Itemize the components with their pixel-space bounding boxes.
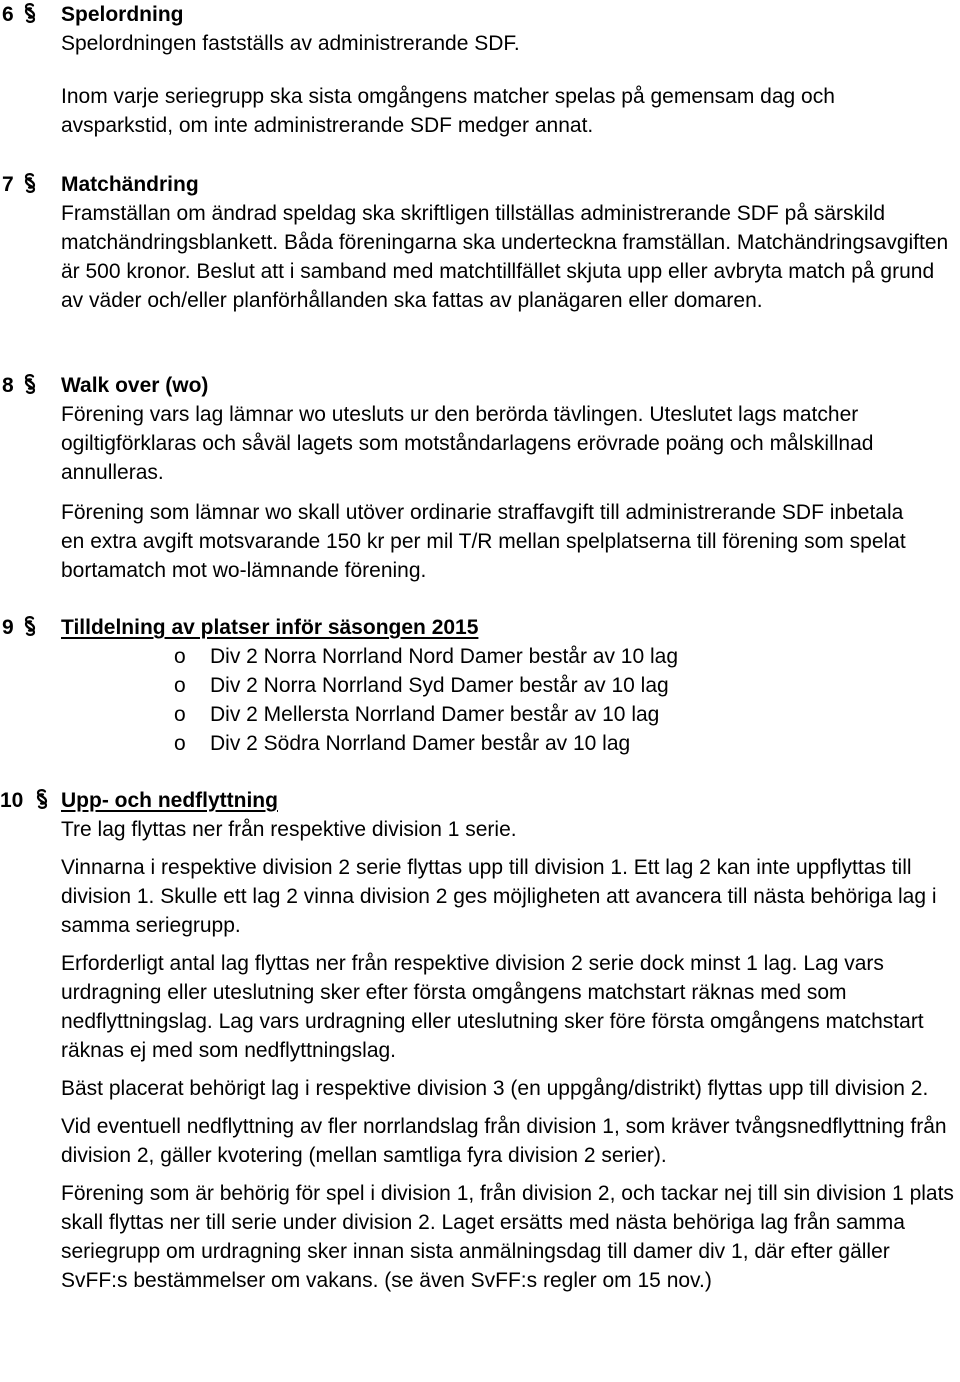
section-body <box>61 400 953 585</box>
section-body <box>61 29 956 140</box>
section-heading: Matchändring <box>61 173 199 196</box>
section-number: 7 <box>2 173 14 196</box>
list-item-text: Div 2 Mellersta Norrland Damer består av 10 lag <box>210 703 660 726</box>
section-body <box>61 815 956 1295</box>
list-item <box>174 642 678 671</box>
section-sign-icon <box>22 373 38 395</box>
section-sign-icon <box>22 172 38 194</box>
section-number: 6 <box>2 3 14 26</box>
section-sign-icon <box>34 788 50 810</box>
list-item <box>174 671 678 700</box>
bullet-marker: o <box>174 645 186 668</box>
section-heading: Tilldelning av platser inför säsongen 2015 <box>61 616 479 639</box>
bullet-marker: o <box>174 732 186 755</box>
section-body <box>61 199 953 315</box>
paragraph: Förening som lämnar wo skall utöver ordinarie straffavgift till administrerande SDF inbetala en extra avgift motsvarande 150 kr per mil T/R mellan spelplatserna till förening som spelat bortamatch mot wo-lämnande förening. <box>61 501 906 582</box>
list-item-text: Div 2 Södra Norrland Damer består av 10 lag <box>210 732 631 755</box>
paragraph: Förening vars lag lämnar wo utesluts ur den berörda tävlingen. Uteslutet lags matcher ogiltigförklaras och såväl lagets som motståndarlagens erövrade poäng och målskillnad annulleras. <box>61 403 874 484</box>
section-heading: Walk over (wo) <box>61 374 209 397</box>
paragraph: Vinnarna i respektive division 2 serie flyttas upp till division 1. Ett lag 2 kan inte uppflyttas till division 1. Skulle ett lag 2 vinna division 2 ges möjligheten att avancera till nästa behöriga lag i samma seriegrupp. <box>61 856 937 937</box>
paragraph: Tre lag flyttas ner från respektive division 1 serie. <box>61 818 517 841</box>
list-item <box>174 700 678 729</box>
section-sign-icon <box>22 615 38 637</box>
list-item-text: Div 2 Norra Norrland Nord Damer består av 10 lag <box>210 645 679 668</box>
paragraph: Framställan om ändrad speldag ska skriftligen tillställas administrerande SDF på särskild matchändringsblankett. Båda föreningarna ska underteckna framställan. Matchändringsavgiften är 500 kronor. Beslut att i samband med matchtillfället skjuta upp eller avbryta match på grund av väder och/eller planförhållanden ska fattas av planägaren eller domaren. <box>61 202 949 312</box>
bullet-marker: o <box>174 674 186 697</box>
section-number: 9 <box>2 616 14 639</box>
list-item-text: Div 2 Norra Norrland Syd Damer består av 10 lag <box>210 674 669 697</box>
section-heading: Upp- och nedflyttning <box>61 789 278 812</box>
section-heading: Spelordning <box>61 3 184 26</box>
section-number: 8 <box>2 374 14 397</box>
section-sign-icon <box>22 2 38 24</box>
paragraph: Vid eventuell nedflyttning av fler norrlandslag från division 1, som kräver tvångsnedflyttning från division 2, gäller kvotering (mellan samtliga fyra division 2 serier). <box>61 1115 947 1167</box>
list-item <box>174 729 678 758</box>
bullet-marker: o <box>174 703 186 726</box>
section-number: 10 <box>0 789 24 812</box>
bullet-list <box>174 642 678 758</box>
paragraph: Bäst placerat behörigt lag i respektive division 3 (en uppgång/distrikt) flyttas upp till division 2. <box>61 1077 929 1100</box>
paragraph: Förening som är behörig för spel i division 1, från division 2, och tackar nej till sin division 1 plats skall flyttas ner till serie under division 2. Laget ersätts med nästa behöriga lag från samma seriegrupp om urdragning sker innan sista anmälningsdag till damer div 1, där efter gäller SvFF:s bestämmelser om vakans. (se även SvFF:s regler om 15 nov.) <box>61 1182 954 1292</box>
paragraph: Spelordningen fastställs av administrerande SDF. <box>61 32 520 55</box>
paragraph: Erforderligt antal lag flyttas ner från respektive division 2 serie dock minst 1 lag. Lag vars urdragning eller uteslutning sker efter första omgångens matchstart räknas med som nedflyttningslag. Lag vars urdragning eller uteslutning sker före första omgångens matchstart räknas ej med som nedflyttningslag. <box>61 952 924 1062</box>
paragraph: Inom varje seriegrupp ska sista omgångens matcher spelas på gemensam dag och avsparkstid, om inte administrerande SDF medger annat. <box>61 85 835 137</box>
